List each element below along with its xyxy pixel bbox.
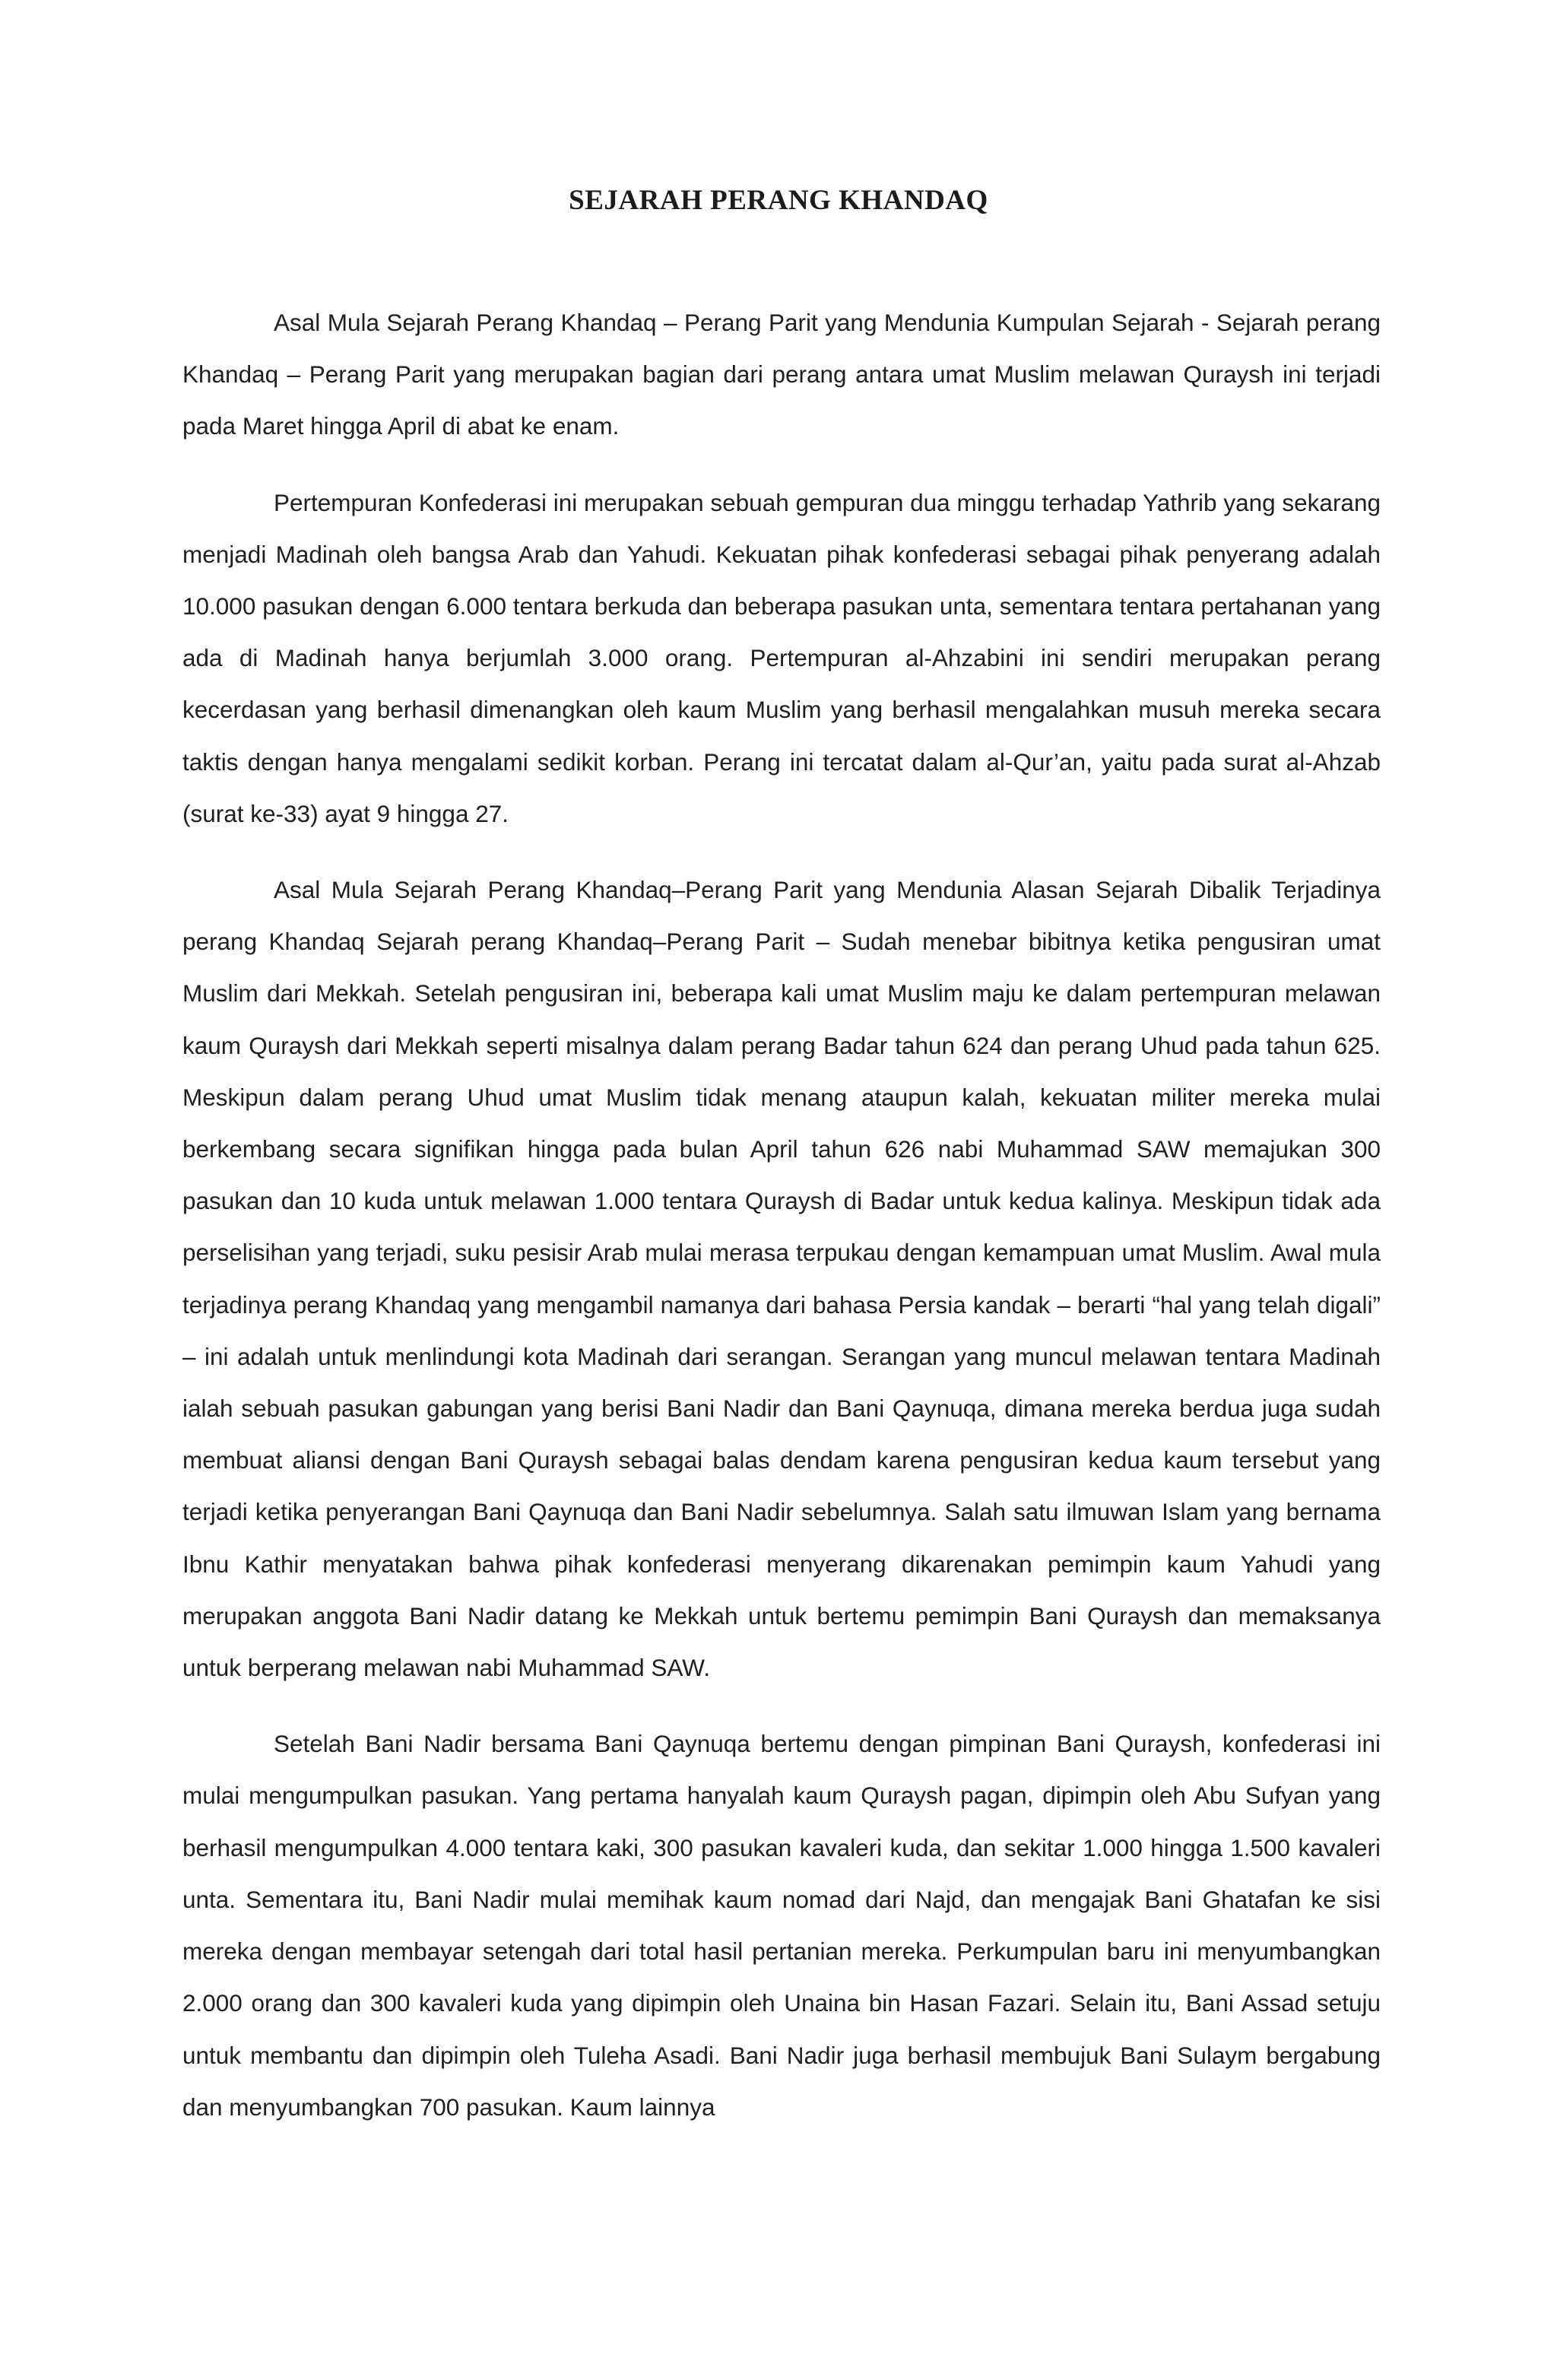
paragraph-3: Asal Mula Sejarah Perang Khandaq–Perang Parit yang Mendunia Alasan Sejarah Dibalik Terjadinya perang Khandaq Sejarah perang Khandaq–Perang Parit – Sudah menebar bibitnya ketika pengusiran umat Muslim dari Mekkah. Setelah pengusiran ini, beberapa kali umat Muslim maju ke dalam pertempuran melawan kaum Quraysh dari Mekkah seperti misalnya dalam perang Badar tahun 624 dan perang Uhud pada tahun 625. Meskipun dalam perang Uhud umat Muslim tidak menang ataupun kalah, kekuatan militer mereka mulai berkembang secara signifikan hingga pada bulan April tahun 626 nabi Muhammad SAW memajukan 300 pasukan dan 10 kuda untuk melawan 1.000 tentara Quraysh di Badar untuk kedua kalinya. Meskipun tidak ada perselisihan yang terjadi, suku pesisir Arab mulai merasa terpukau dengan kemampuan umat Muslim. Awal mula terjadinya perang Khandaq yang mengambil namanya dari bahasa Persia kandak – berarti “hal yang telah digali” – ini adalah untuk menlindungi kota Madinah dari serangan. Serangan yang muncul melawan tentara Madinah ialah sebuah pasukan gabungan yang berisi Bani Nadir dan Bani Qaynuqa, dimana mereka berdua juga sudah membuat aliansi dengan Bani Quraysh sebagai balas dendam karena pengusiran kedua kaum tersebut yang terjadi ketika penyerangan Bani Qaynuqa dan Bani Nadir sebelumnya. Salah satu ilmuwan Islam yang bernama Ibnu Kathir menyatakan bahwa pihak konfederasi menyerang dikarenakan pemimpin kaum Yahudi yang merupakan anggota Bani Nadir datang ke Mekkah untuk bertemu pemimpin Bani Quraysh dan memaksanya untuk berperang melawan nabi Muhammad SAW. [182,876,1381,1682]
paragraph-2: Pertempuran Konfederasi ini merupakan sebuah gempuran dua minggu terhadap Yathrib yang sekarang menjadi Madinah oleh bangsa Arab dan Yahudi. Kekuatan pihak konfederasi sebagai pihak penyerang adalah 10.000 pasukan dengan 6.000 tentara berkuda dan beberapa pasukan unta, sementara tentara pertahanan yang ada di Madinah hanya berjumlah 3.000 orang. Pertempuran al-Ahzabini ini sendiri merupakan perang kecerdasan yang berhasil dimenangkan oleh kaum Muslim yang berhasil mengalahkan musuh mereka secara taktis dengan hanya mengalami sedikit korban. Perang ini tercatat dalam al-Qur’an, yaitu pada surat al-Ahzab (surat ke-33) ayat 9 hingga 27. [182,488,1381,827]
paragraph-1: Asal Mula Sejarah Perang Khandaq – Perang Parit yang Mendunia Kumpulan Sejarah - Sejarah perang Khandaq – Perang Parit yang merupakan bagian dari perang antara umat Muslim melawan Quraysh ini terjadi pada Maret hingga April di abat ke enam. [182,309,1381,440]
page-title: SEJARAH PERANG KHANDAQ [569,185,988,216]
document-body [182,297,1381,2157]
paragraph-4: Setelah Bani Nadir bersama Bani Qaynuqa bertemu dengan pimpinan Bani Quraysh, konfederasi ini mulai mengumpulkan pasukan. Yang pertama hanyalah kaum Quraysh pagan, dipimpin oleh Abu Sufyan yang berhasil mengumpulkan 4.000 tentara kaki, 300 pasukan kavaleri kuda, dan sekitar 1.000 hingga 1.500 kavaleri unta. Sementara itu, Bani Nadir mulai memihak kaum nomad dari Najd, dan mengajak Bani Ghatafan ke sisi mereka dengan membayar setengah dari total hasil pertanian mereka. Perkumpulan baru ini menyumbangkan 2.000 orang dan 300 kavaleri kuda yang dipimpin oleh Unaina bin Hasan Fazari. Selain itu, Bani Assad setuju untuk membantu dan dipimpin oleh Tuleha Asadi. Bani Nadir juga berhasil membujuk Bani Sulaym bergabung dan menyumbangkan 700 pasukan. Kaum lainnya [182,1730,1381,2121]
